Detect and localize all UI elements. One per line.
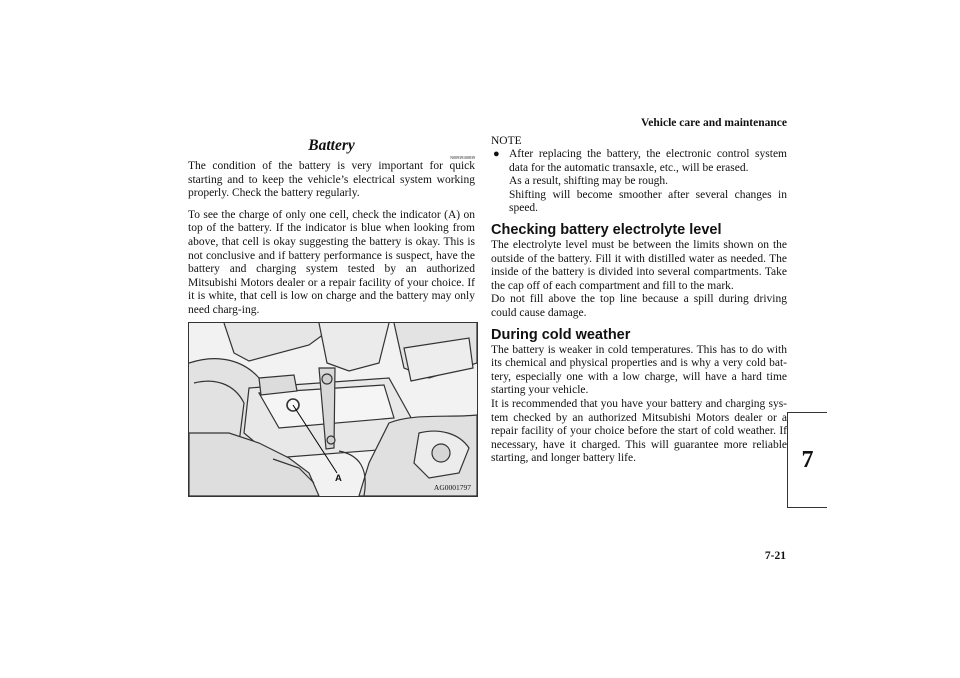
note-line: As a result, shifting may be rough. [509, 175, 669, 188]
note-line: Shifting will become smoother after several changes in speed. [509, 188, 787, 215]
figure-code: AG0001797 [433, 483, 471, 492]
chapter-tab [787, 412, 827, 508]
electrolyte-warning-paragraph: Do not fill above the top line because a spill during driving could cause damage. [491, 293, 787, 319]
right-column [491, 135, 787, 466]
note-line: After replacing the battery, the electronic control system data for the automatic transaxle, etc., will be erased. [509, 148, 787, 174]
intro-paragraph: The condition of the battery is very important for quick starting and to keep the vehicle’s electrical system working properly. Check the battery regularly. [188, 160, 475, 200]
note-body [509, 148, 787, 216]
page-number: 7-21 [764, 550, 786, 562]
document-code: N00939100839 [450, 155, 475, 160]
note-item [491, 148, 787, 216]
cold-weather-heading: During cold weather [491, 326, 631, 343]
electrolyte-paragraph: The electrolyte level must be between the limits shown on the outside of the battery. Fill it with distilled water as needed. The inside of the battery is divided into several compartments. Take the cap off of each compartment and fill to the mark. [491, 238, 787, 292]
battery-engine-bay-drawing [189, 323, 477, 496]
running-header: Vehicle care and maintenance [641, 117, 787, 129]
electrolyte-heading: Checking battery electrolyte level [491, 221, 722, 238]
section-title: Battery [308, 137, 355, 154]
indicator-paragraph: To see the charge of only one cell, check the indicator (A) on top of the battery. If the indicator is blue when looking from above, that cell is okay suggesting the battery is okay. This is not conclusive and if battery performance is suspect, have the battery and charging system tested by an authorized Mitsubishi Motors dealer or a repair facility of your choice. If it is white, that cell is low on charge and the battery may only need charg-ing. [188, 208, 475, 316]
chapter-number: 7 [801, 446, 814, 473]
bullet-dot-icon: ● [493, 148, 500, 160]
indicator-label: A [335, 473, 342, 484]
note-label: NOTE [491, 135, 522, 147]
cold-weather-paragraph: The battery is weaker in cold temperatures. This has to do with its chemical and physical properties and is why a very cold bat-tery, especially one with a low charge, will have a hard time starting your vehicle. [491, 343, 787, 397]
left-column [188, 135, 475, 326]
cold-weather-recommendation-paragraph: It is recommended that you have your battery and charging sys-tem checked by an authorized Mitsubishi Motors dealer or a repair facility of your choice before the start of cold weather. If necessary, have it charged. This will guarantee more reliable starting, and longer battery life. [491, 397, 787, 465]
battery-illustration [188, 322, 478, 497]
